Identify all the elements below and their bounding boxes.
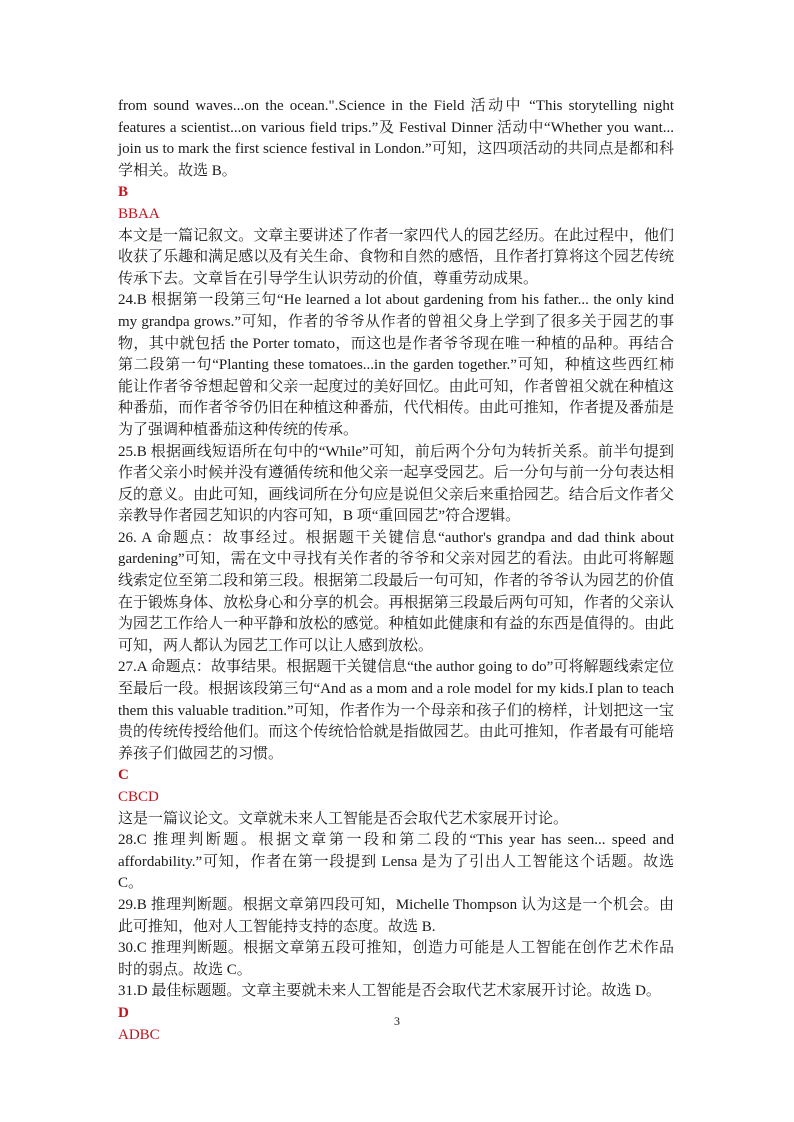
- paragraph-explanation-29: 29.B 推理判断题。根据文章第四段可知，Michelle Thompson 认为这是一个机会。由此可推知，他对人工智能持支持的态度。故选 B.: [118, 896, 674, 935]
- paragraph-explanation-23: from sound waves...on the ocean.".Science in the Field 活动中 “This storytelling night features a scientist...on various field trips.”及 Festival Dinner 活动中“Whether you want... join us to mark the first science festival in London.”可知，这四项活动的共同点是都和科学相关。故选 B。: [118, 98, 674, 179]
- paragraph-explanation-25: 25.B 根据画线短语所在句中的“While”可知，前后两个分句为转折关系。前半句提到作者父亲小时候并没有遵循传统和他父亲一起享受园艺。后一分句与前一分句表达相反的意义。由此可知，画线词所在分句应是说但父亲后来重拾园艺。结合后文作者父亲教导作者园艺知识的内容可知，B 项“重回园艺”符合逻辑。: [118, 443, 674, 525]
- paragraph-explanation-31: 31.D 最佳标题题。文章主要就未来人工智能是否会取代艺术家展开讨论。故选 D。: [118, 983, 661, 1000]
- paragraph-explanation-26: 26. A 命题点：故事经过。根据题干关键信息“author's grandpa and dad think about gardening”可知，需在文中寻找有关作者的爷爷和父亲对园艺的看法。由此可将解题线索定位至第二段和第三段。根据第二段最后一句可知，作者的爷爷认为园艺的价值在于锻炼身体、放松身心和分享的机会。再根据第三段最后两句可知，作者的父亲认为园艺工作给人一种平静和放松的感觉。种植如此健康和有益的东西是值得的。由此可知，两人都认为园艺工作可以让人感到放松。: [118, 529, 674, 654]
- paragraph-explanation-28: 28.C 推理判断题。根据文章第一段和第二段的“This year has seen... speed and affordability.”可知，作者在第一段提到 Lensa 是为了引出人工智能这个话题。故选 C。: [118, 832, 674, 892]
- answer-key-letter: C: [118, 767, 129, 784]
- passage-summary: 这是一篇议论文。文章就未来人工智能是否会取代艺术家展开讨论。: [118, 810, 569, 827]
- page-number: 3: [394, 1014, 400, 1028]
- answer-key-letter: B: [118, 184, 129, 201]
- passage-summary: 本文是一篇记叙文。文章主要讲述了作者一家四代人的园艺经历。在此过程中，他们收获了乐趣和满足感以及有关生命、食物和自然的感悟，且作者打算将这个园艺传统传承下去。文章旨在引导学生认识劳动的价值，尊重劳动成果。: [118, 227, 674, 287]
- answer-key-sequence: BBAA: [118, 205, 160, 222]
- paragraph-explanation-27: 27.A 命题点：故事结果。根据题干关键信息“the author going to do”可将解题线索定位至最后一段。根据该段第三句“And as a mom and a role model for my kids.I plan to teach them this valuable tradition.”可知，作者作为一个母亲和孩子们的榜样，计划把这一宝贵的传统传授给他们。而这个传统恰恰就是指做园艺。由此可推知，作者最有可能培养孩子们做园艺的习惯。: [118, 659, 674, 762]
- answer-key-sequence: CBCD: [118, 789, 159, 805]
- answer-content: [118, 96, 674, 1046]
- paragraph-explanation-30: 30.C 推理判断题。根据文章第五段可推知，创造力可能是人工智能在创作艺术作品时的弱点。故选 C。: [118, 940, 674, 978]
- answer-key-letter: D: [118, 1004, 129, 1021]
- paragraph-explanation-24: 24.B 根据第一段第三句“He learned a lot about gardening from his father... the only kind my grandpa grows.”可知，作者的爷爷从作者的曾祖父身上学到了很多关于园艺的事物，其中就包括 the Porter tomato，而这也是作者爷爷现在唯一种植的品种。再结合第二段第一句“Planting these tomatoes...in the garden together.”可知，种植这些西红柿能让作者爷爷想起曾和父亲一起度过的美好回忆。由此可知，作者曾祖父就在种植这种番茄，而作者爷爷仍旧在种植这种番茄，代代相传。由此可推知，作者提及番茄是为了强调种植番茄这种传统的传承。: [118, 292, 674, 438]
- answer-key-sequence: ADBC: [118, 1026, 160, 1043]
